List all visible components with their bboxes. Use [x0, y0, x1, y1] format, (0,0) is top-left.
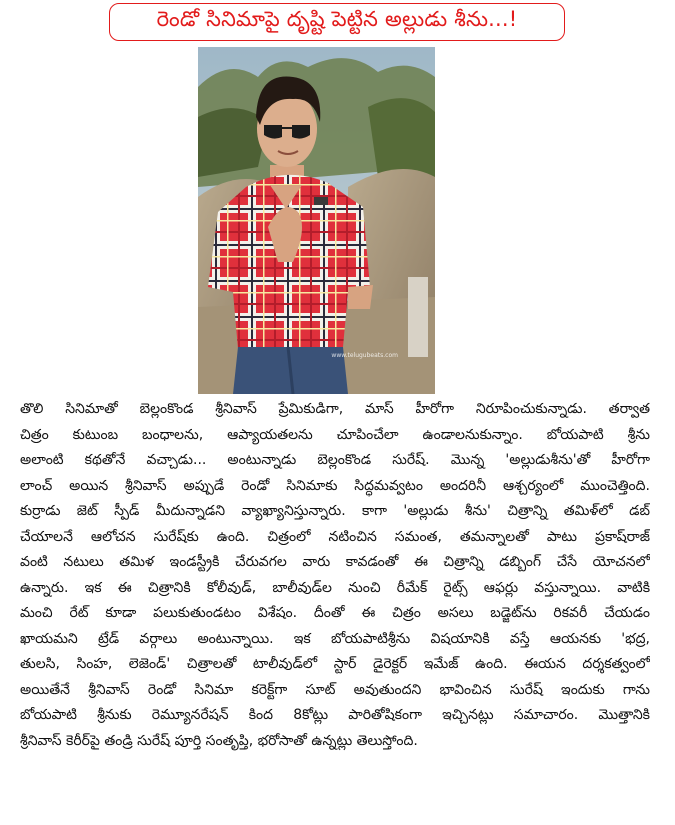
article-line: మంచి రేట్ కూడా పలుకుతుండటం విశేషం. దీంతో ఈ చిత్రం అసలు బడ్జెట్‌ను రికవరీ చేయడం	[20, 605, 650, 621]
headline-box	[109, 3, 565, 41]
article-line: శ్రీనివాస్ కెరీర్‌పై తండ్రి సురేష్ పూర్తి సంతృప్తి, భరోసాతో ఉన్నట్లు తెలుస్తోంది.	[20, 732, 418, 749]
article-line: చేయాలనే ఆలోచన సురేష్‌కు ఉంది. చిత్రంలో నటించిన సమంత, తమన్నాలతో పాటు ప్రకాష్‌రాజ్	[20, 528, 650, 545]
headline: రెండో సినిమాపై దృష్టి పెట్టిన అల్లుడు శీను...!	[156, 7, 518, 31]
article-line: అయితేనే శ్రీనివాస్ రెండో సినిమా కరెక్ట్‌గా సూట్ అవుతుందని భావించిన సురేష్ ఇందుకు గాను	[20, 681, 650, 698]
article-line: ఉన్నారు. ఇక ఈ చిత్రానికి కోలీవుడ్, బాలీవుడ్‌ల నుంచి రీమేక్ రైట్స్ ఆఫర్లు వస్తున్నాయి. వాటికి	[20, 579, 650, 596]
article-line: బోయపాటి శ్రీనుకు రెమ్యూనరేషన్ కింద 8కోట్లు పారితోషికంగా ఇచ్చినట్లు సమాచారం. మొత్తానికి	[20, 707, 650, 723]
article-line: వంటి నటులు తమిళ ఇండస్ట్రీకి చేరువగల వారు కావడంతో ఈ చిత్రాన్ని డబ్బింగ్ చేసే యోచనలో	[20, 554, 650, 570]
article-line: తులసి, సింహ, లెజెండ్' చిత్రాలతో టాలీవుడ్‌లో స్టార్ డైరెక్టర్ ఇమేజ్ ఉంది. ఈయన దర్శకత్వంలో	[20, 656, 650, 672]
article-line: తొలి సినిమాతో బెల్లంకొండ శ్రీనివాస్ ప్రేమికుడిగా, మాస్ హీరోగా నిరూపించుకున్నాడు. తర్వాత	[20, 401, 650, 417]
article-body	[20, 397, 650, 754]
article-line: కుర్రాడు జెట్ స్పీడ్ మీదున్నాడని వ్యాఖ్యానిస్తున్నారు. కాగా 'అల్లుడు శీను' చిత్రాన్ని తమిళ్‌లో డబ్	[20, 503, 650, 519]
article-line: ఖాయమని ట్రేడ్ వర్గాలు అంటున్నాయి. ఇక బోయపాటిశ్రీను విషయానికి వస్తే ఆయనకు 'భద్ర,	[20, 630, 650, 647]
article-line: చిత్రం కుటుంబ బంధాలను, ఆప్యాయతలను చూపించేలా ఉండాలనుకున్నాం. బోయపాటి శ్రీను	[20, 426, 650, 443]
article-line: అలాంటి కథతోనే వచ్చాడు... అంటున్నాడు బెల్లంకొండ సురేష్. మొన్న 'అల్లుడుశీను'తో హీరోగా	[20, 452, 650, 468]
article-line: లాంచ్ అయిన శ్రీనివాస్ అప్పుడే రెండో సినిమాకు సిద్ధమవ్వటం అందరినీ ఆశ్చర్యంలో ముంచెత్తింది.	[20, 477, 650, 494]
article-photo	[198, 47, 435, 394]
photo-watermark: www.telugubeats.com	[331, 352, 398, 359]
